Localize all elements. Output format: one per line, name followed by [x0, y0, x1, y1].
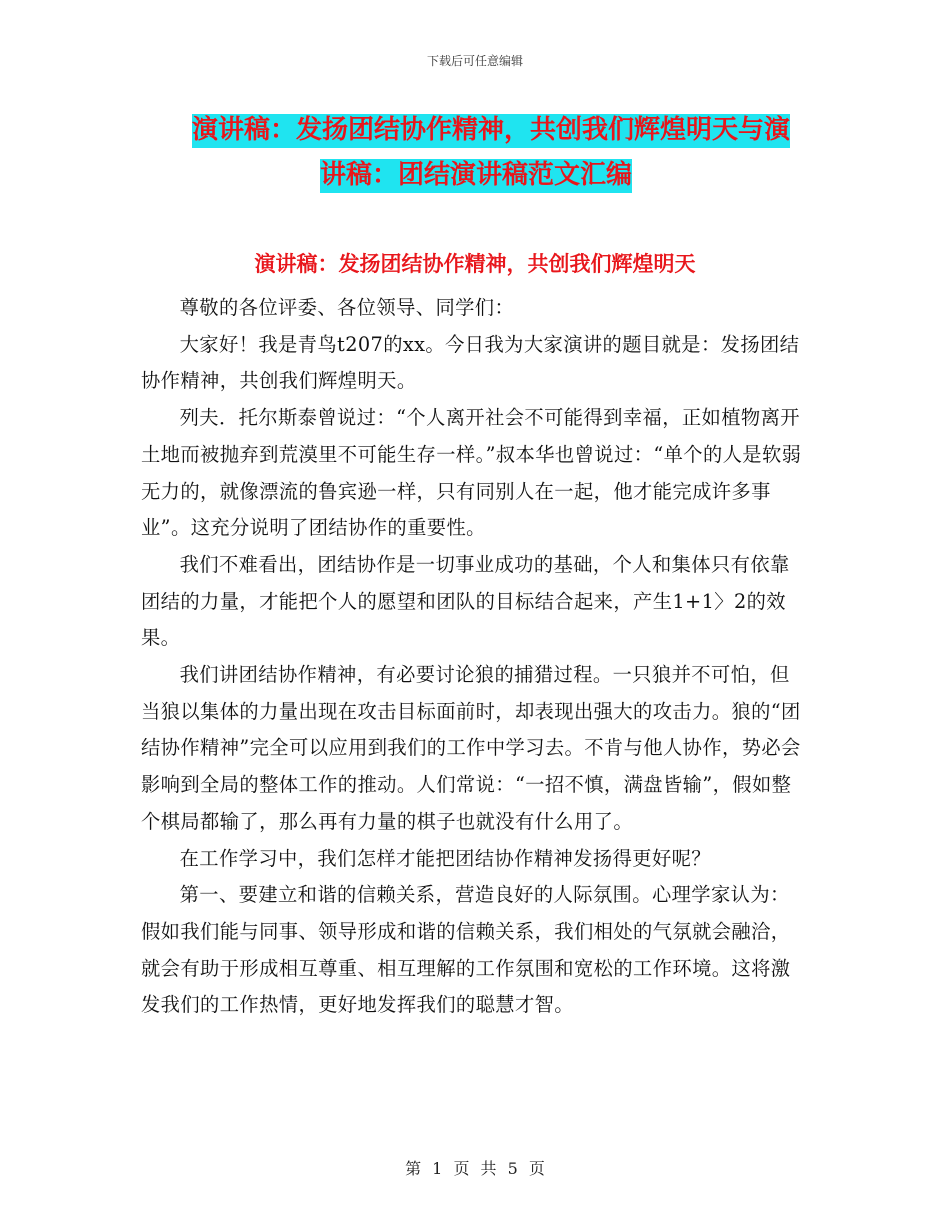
document-title-line-2 [140, 153, 810, 198]
document-title-line-1 [140, 108, 810, 153]
paragraph: 第一、要建立和谐的信赖关系，营造良好的人际氛围。心理学家认为：假如我们能与同事、领导形成和谐的信赖关系，我们相处的气氛就会融洽，就会有助于形成相互尊重、相互理解的工作氛围和宽松的工作环境。这将激发我们的工作热情，更好地发挥我们的聪慧才智。 [141, 883, 791, 1017]
title-highlight-1: 演讲稿：发扬团结协作精神，共创我们辉煌明天与演 [192, 114, 790, 148]
title-highlight-2: 讲稿：团结演讲稿范文汇编 [320, 159, 632, 193]
header-note: 下载后可任意编辑 [426, 54, 523, 68]
page-number: 第 1 页 共 5 页 [405, 1159, 545, 1178]
paragraph: 列夫．托尔斯泰曾说过：“个人离开社会不可能得到幸福，正如植物离开土地而被抛弃到荒漠里不可能生存一样。”叔本华也曾说过：“单个的人是软弱无力的，就像漂流的鲁宾逊一样，只有同别人在一起，他才能完成许多事业”。这充分说明了团结协作的重要性。 [141, 406, 802, 540]
document-title [140, 108, 810, 198]
body-text [141, 290, 809, 1024]
paragraph: 我们讲团结协作精神，有必要讨论狼的捕猎过程。一只狼并不可怕，但当狼以集体的力量出现在攻击目标面前时，却表现出强大的攻击力。狼的“团结协作精神”完全可以应用到我们的工作中学习去。不肯与他人协作，势必会影响到全局的整体工作的推动。人们常说：“一招不慎，满盘皆输”，假如整个棋局都输了，那么再有力量的棋子也就没有什么用了。 [141, 663, 801, 833]
paragraph: 大家好！我是青鸟t207的xx。今日我为大家演讲的题目就是：发扬团结协作精神，共创我们辉煌明天。 [141, 332, 800, 393]
paragraph-salutation: 尊敬的各位评委、各位领导、同学们： [179, 296, 515, 319]
section-title: 演讲稿：发扬团结协作精神，共创我们辉煌明天 [254, 252, 696, 276]
paragraph: 在工作学习中，我们怎样才能把团结协作精神发扬得更好呢？ [179, 846, 711, 870]
paragraph: 我们不难看出，团结协作是一切事业成功的基础，个人和集体只有依靠团结的力量，才能把个人的愿望和团队的目标结合起来，产生1+1〉2的效果。 [141, 552, 790, 650]
